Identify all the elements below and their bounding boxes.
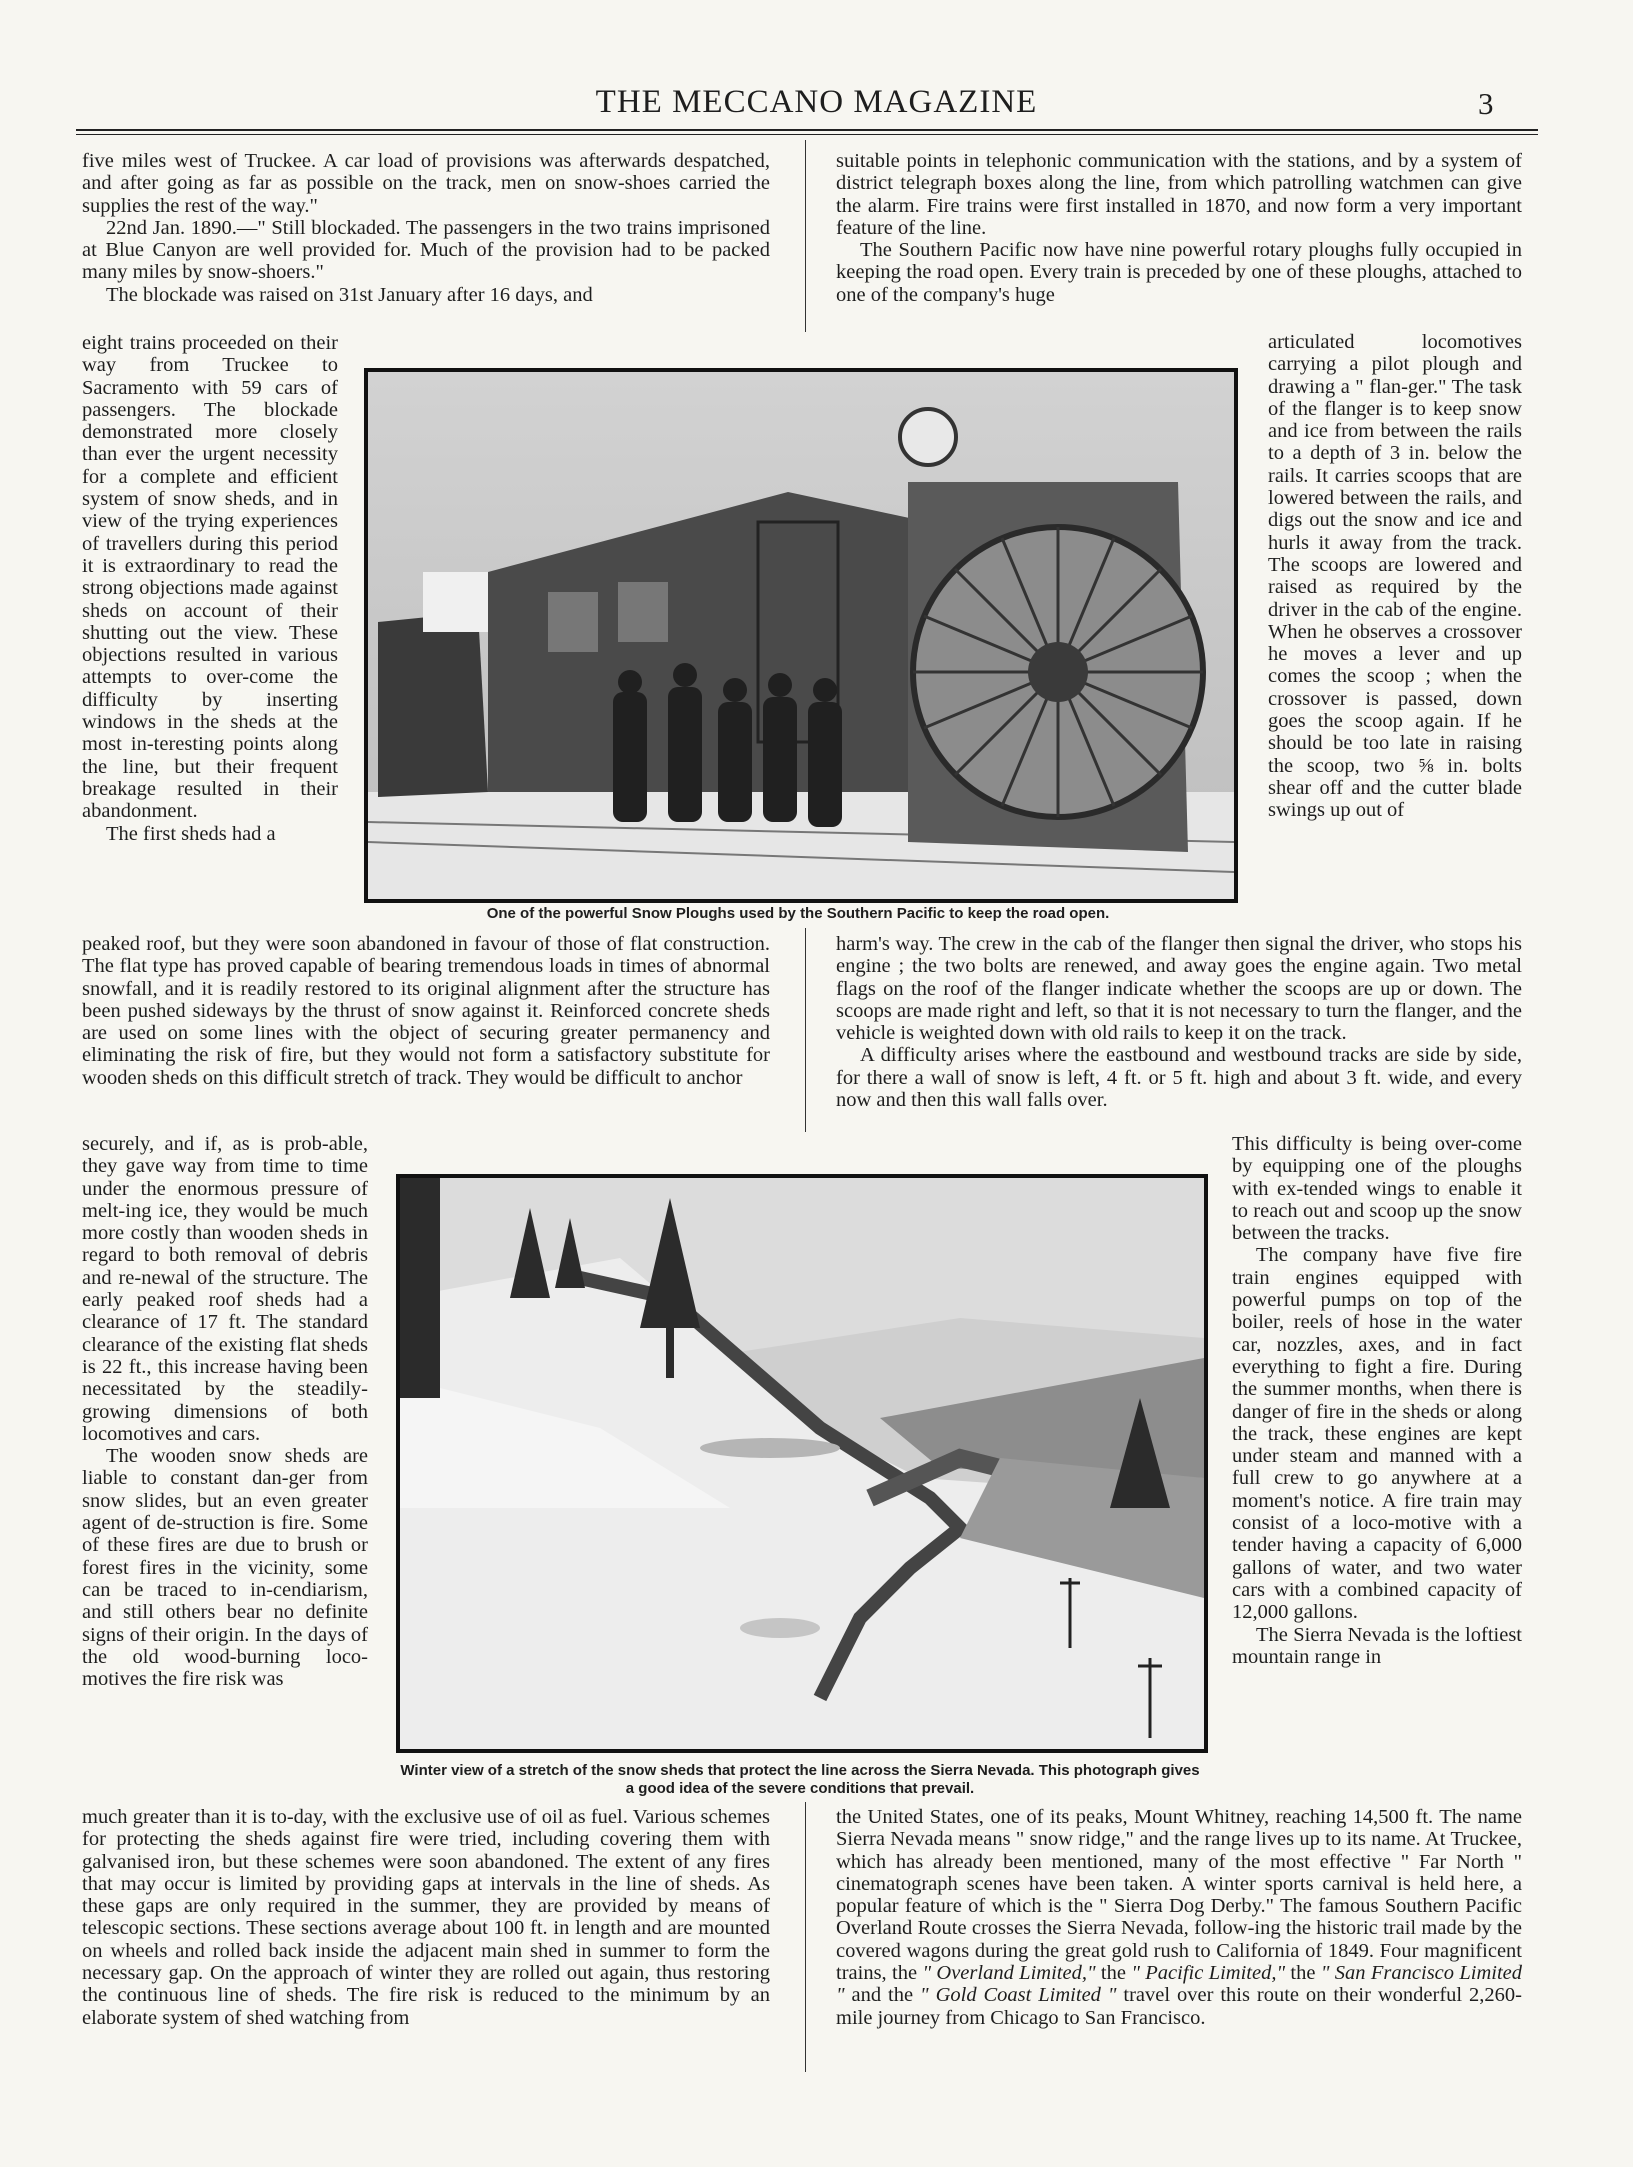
- snow-plough-photo: [364, 368, 1238, 903]
- col1-wrap-text-1: [82, 332, 338, 845]
- col2-mid-text: [836, 933, 1522, 1111]
- column-divider: [805, 140, 806, 332]
- figure2-caption: Winter view of a stretch of the snow sheds that protect the line across the Sierra Nevada. This photograph gives a good idea of the severe conditions that prevail.: [400, 1762, 1200, 1797]
- paragraph: securely, and if, as is prob-able, they gave way from time to time under the enormous pressure of melt-ing ice, they would be much more costly than wooden sheds in regard to both removal of debris and re-newal of the structure. The early peaked roof sheds had a clearance of 17 ft. The standard clearance of the existing flat sheds is 22 ft., this increase having been necessitated by the steadily-growing dimensions of both locomotives and cars.: [82, 1133, 368, 1445]
- magazine-title: THE MECCANO MAGAZINE: [595, 84, 1038, 120]
- col2-bottom-text: [836, 1806, 1522, 2029]
- snow-sheds-photo: [396, 1174, 1208, 1753]
- text-run: the United States, one of its peaks, Mount Whitney, reaching 14,500 ft. The name Sierra Nevada means " snow ridge," and the range lives up to its name. At Truckee, which has already been mentioned, many of the most effective " Far North " cinematograph scenes have been taken. A winter sports carnival is held here, a popular feature of which is the " Sierra Dog Derby." The famous Southern Pacific Overland Route crosses the Sierra Nevada, follow-ing the historic trail made by the covered wagons during the great gold rush to California of 1849. Four magnificent trains, the: [836, 1806, 1522, 1985]
- train-name: " San Francisco Limited ": [836, 1962, 1523, 2007]
- col2-top-text: [836, 150, 1522, 306]
- column-divider: [805, 1802, 806, 2072]
- figure1-caption: One of the powerful Snow Ploughs used by the Southern Pacific to keep the road open.: [486, 905, 1110, 922]
- snow-plough-illustration: [368, 372, 1234, 899]
- text-run: the: [1095, 1962, 1132, 1985]
- header-rule: [76, 129, 1538, 131]
- text-run: the: [1285, 1962, 1321, 1985]
- col1-top-text: [82, 150, 770, 306]
- paragraph: This difficulty is being over-come by equipping one of the ploughs with ex-tended wings to enable it to reach out and scoop up the snow between the tracks.: [1232, 1133, 1522, 1245]
- train-name: " Gold Coast Limited ": [920, 1984, 1117, 2007]
- paragraph: The Southern Pacific now have nine powerful rotary ploughs fully occupied in keeping the road open. Every train is preceded by one of these ploughs, attached to one of the company's huge: [836, 239, 1522, 306]
- snow-sheds-illustration: [400, 1178, 1204, 1749]
- paragraph: peaked roof, but they were soon abandoned in favour of those of flat construction. The flat type has proved capable of bearing tremendous loads in times of abnormal snowfall, and it is readily restored to its original alignment after the structure has been pushed sideways by the thrust of snow against it. Reinforced concrete sheds are used on some lines with the object of securing greater permanency and eliminating the risk of fire, but they would not form a satisfactory substitute for wooden sheds on this difficult stretch of track. They would be difficult to anchor: [82, 933, 770, 1089]
- col1-mid-text: [82, 933, 770, 1089]
- paragraph: five miles west of Truckee. A car load of provisions was afterwards despatched, and after going as far as possible on the track, men on snow-shoes carried the supplies the rest of the way.": [82, 150, 770, 217]
- col2-wrap-text-1: [1268, 331, 1522, 822]
- page-number: 3: [1478, 86, 1494, 121]
- paragraph: The Sierra Nevada is the loftiest mountain range in: [1232, 1623, 1522, 1668]
- column-divider: [805, 928, 806, 1132]
- col1-bottom-text: [82, 1806, 770, 2029]
- col1-wrap-text-2: [82, 1133, 368, 1690]
- train-name: " Overland Limited,": [922, 1962, 1096, 1985]
- paragraph: [836, 1806, 1522, 2029]
- paragraph: The first sheds had a: [106, 822, 276, 845]
- paragraph: much greater than it is to-day, with the exclusive use of oil as fuel. Various schemes for protecting the sheds against fire were tried, including covering them with galvanised iron, but these schemes were soon abandoned. The extent of any fires that may occur is limited by providing gaps at intervals in the line of sheds. As these gaps are only required in the summer, they are provided by means of telescopic sections. These sections average about 100 ft. in length and are mounted on wheels and rolled back inside the adjacent main shed in summer to form the necessary gap. On the approach of winter they are rolled out again, thus restoring the continuous line of sheds. The fire risk is reduced to the minimum by an elaborate system of shed watching from: [82, 1806, 770, 2029]
- paragraph: The company have five fire train engines equipped with powerful pumps on top of the boiler, reels of hose in the water car, nozzles, axes, and in fact everything to fight a fire. During the summer months, when there is danger of fire in the sheds or along the track, these engines are kept under steam and manned with a full crew to go anywhere at a moment's notice. A fire train may consist of a loco-motive with a tender having a capacity of 6,000 gallons of water, and two water cars with a combined capacity of 12,000 gallons.: [1232, 1244, 1522, 1624]
- header-rule-thin: [76, 134, 1538, 135]
- paragraph: 22nd Jan. 1890.—" Still blockaded. The passengers in the two trains imprisoned at Blue Canyon are well provided for. Much of the provision had to be packed many miles by snow-shoers.": [82, 216, 770, 284]
- paragraph: articulated locomotives carrying a pilot plough and drawing a " flan-ger." The task of the flanger is to keep snow and ice from between the rails to a depth of 3 in. below the rails. It carries scoops that are lowered between the rails, and digs out the snow and ice and hurls it away from the track. The scoops are lowered and raised as required by the driver in the cab of the engine. When he observes a crossover he moves a lever and up comes the scoop ; when the crossover is passed, down goes the scoop again. If he should be too late in raising the scoop, two ⅝ in. bolts shear off and the cutter blade swings up out of: [1268, 331, 1522, 822]
- text-run: travel over this route on their wonderful 2,260-mile journey from Chicago to San Francisco.: [836, 1984, 1522, 2029]
- text-run: and the: [844, 1984, 921, 2007]
- paragraph: suitable points in telephonic communication with the stations, and by a system of district telegraph boxes along the line, from which patrolling watchmen can give the alarm. Fire trains were first installed in 1870, and now form a very important feature of the line.: [836, 150, 1522, 239]
- paragraph: The blockade was raised on 31st January after 16 days, and: [106, 283, 593, 306]
- paragraph: The wooden snow sheds are liable to constant dan-ger from snow slides, but an even greater agent of de-struction is fire. Some of these fires are due to brush or forest fires in the vicinity, some can be traced to in-cendiarism, and still others bear no definite signs of their origin. In the days of the old wood-burning loco-motives the fire risk was: [82, 1445, 368, 1691]
- paragraph: harm's way. The crew in the cab of the flanger then signal the driver, who stops his engine ; the two bolts are renewed, and away goes the engine again. Two metal flags on the roof of the flanger indicate whether the scoops are up or down. The scoops are made right and left, so that it is not necessary to turn the flanger, and the vehicle is weighted down with old rails to keep it on the track.: [836, 933, 1522, 1045]
- train-name: " Pacific Limited,": [1131, 1962, 1286, 1985]
- paragraph: eight trains proceeded on their way from Truckee to Sacramento with 59 cars of passengers. The blockade demonstrated more closely than ever the urgent necessity for a complete and efficient system of snow sheds, and in view of the trying experiences of travellers during this period it is extraordinary to read the strong objections made against sheds on account of their shutting out the view. These objections resulted in various attempts to over-come the difficulty by inserting windows in the sheds at the most in-teresting points along the line, but their frequent breakage resulted in their abandonment.: [82, 332, 338, 823]
- paragraph: A difficulty arises where the eastbound and westbound tracks are side by side, for there a wall of snow is left, 4 ft. or 5 ft. high and about 3 ft. wide, and every now and then this wall falls over.: [836, 1044, 1522, 1112]
- col2-wrap-text-2: [1232, 1133, 1522, 1668]
